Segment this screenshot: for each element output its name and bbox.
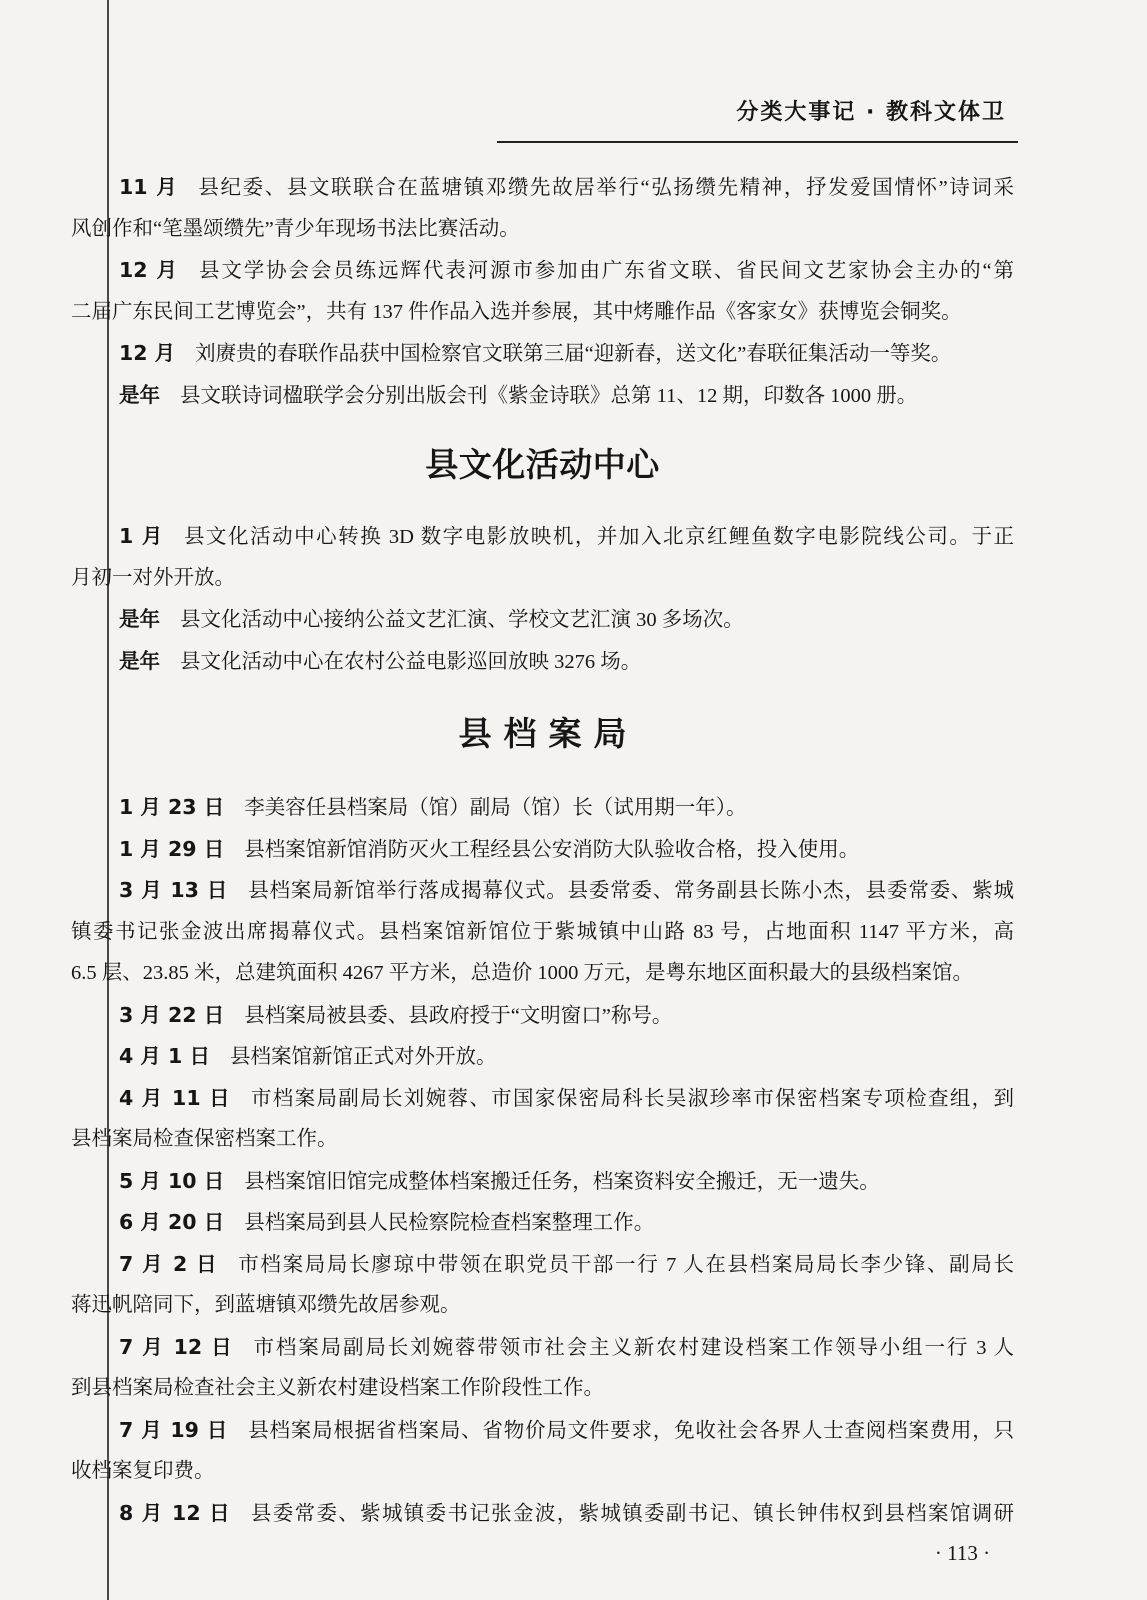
entry-date: 7 月 19 日 xyxy=(119,1417,229,1442)
entry-line xyxy=(71,1493,1014,1535)
section-heading xyxy=(71,416,1014,516)
entry-line: 6.5 层、23.85 米，总建筑面积 4267 平方米，总造价 1000 万元，是粤东地区面积最大的县级档案馆。 xyxy=(71,962,973,984)
entry-line xyxy=(71,1202,1014,1244)
chronicle-entry xyxy=(71,1327,1014,1410)
entry-line: 二届广东民间工艺博览会”，共有 137 件作品入选并参展，其中烤雕作品《客家女》获博览会铜奖。 xyxy=(71,300,962,323)
chronicle-entry xyxy=(71,829,1014,871)
entry-line xyxy=(71,870,1014,912)
entry-date: 7 月 2 日 xyxy=(119,1251,219,1276)
chronicle-entry xyxy=(71,1493,1014,1535)
entry-text: 县委常委、紫城镇委书记张金波，紫城镇委副书记、镇长钟伟权到县档案馆调研 xyxy=(250,1502,1015,1525)
entry-line xyxy=(71,167,1014,209)
chronicle-entry xyxy=(71,1202,1014,1244)
chronicle-entry xyxy=(71,995,1014,1037)
chronicle-entry xyxy=(71,641,1014,683)
entry-line: 收档案复印费。 xyxy=(71,1460,215,1482)
entry-text: 市档案局副局长刘婉蓉带领市社会主义新农村建设档案工作领导小组一行 3 人 xyxy=(253,1336,1015,1359)
section-heading xyxy=(71,682,1014,787)
header-rule xyxy=(497,141,1018,143)
chronicle-entry xyxy=(71,375,1014,417)
entry-date: 1 月 xyxy=(119,524,164,548)
entry-text: 县档案局根据省档案局、省物价局文件要求，免收社会各界人士查阅档案费用，只 xyxy=(248,1419,1015,1442)
page-number: · 113 · xyxy=(934,1541,991,1565)
section-culture-center xyxy=(71,416,1014,682)
section-archives-bureau xyxy=(71,682,1014,1534)
section-heading-text: 县文化活动中心 xyxy=(425,444,660,484)
section-continued xyxy=(71,167,1014,416)
chronicle-entry xyxy=(71,1244,1014,1327)
entry-text: 县档案局被县委、县政府授于“文明窗口”称号。 xyxy=(244,1004,673,1027)
entry-text: 县文学协会会员练远辉代表河源市参加由广东省文联、省民间文艺家协会主办的“第 xyxy=(198,260,1014,282)
entry-text: 县档案局到县人民检察院检查档案整理工作。 xyxy=(244,1212,655,1234)
entry-text: 县档案馆新馆正式对外开放。 xyxy=(229,1046,497,1068)
page-body xyxy=(71,167,1014,1534)
entry-date: 3 月 13 日 xyxy=(119,878,229,902)
entry-date: 4 月 11 日 xyxy=(119,1085,231,1110)
entry-line: 到县档案局检查社会主义新农村建设档案工作阶段性工作。 xyxy=(71,1377,604,1399)
entry-text: 刘赓贵的春联作品获中国检察官文联第三届“迎新春，送文化”春联征集活动一等奖。 xyxy=(195,343,952,365)
entry-line xyxy=(71,1327,1014,1369)
entry-line: 镇委书记张金波出席揭幕仪式。县档案馆新馆位于紫城镇中山路 83 号，占地面积 1147 平方米，高 xyxy=(71,920,1014,943)
entry-text: 县档案馆旧馆完成整体档案搬迁任务，档案资料安全搬迁，无一遗失。 xyxy=(244,1170,880,1193)
entry-line xyxy=(71,641,1014,683)
entry-line xyxy=(71,516,1014,558)
entry-line xyxy=(71,1036,1014,1078)
entry-text: 县文联诗词楹联学会分别出版会刊《紫金诗联》总第 11、12 期，印数各 1000 册。 xyxy=(180,384,918,407)
entry-line: 月初一对外开放。 xyxy=(71,566,235,589)
running-header: 分类大事记 · 教科文体卫 xyxy=(736,100,1006,125)
entry-date: 4 月 1 日 xyxy=(119,1044,210,1068)
chronicle-entry xyxy=(71,787,1014,829)
entry-line xyxy=(71,375,1014,417)
entry-line xyxy=(71,1078,1014,1120)
entry-text: 县档案馆新馆消防灭火工程经县公安消防大队验收合格，投入使用。 xyxy=(244,838,860,861)
chronicle-entry xyxy=(71,599,1014,641)
chronicle-entry xyxy=(71,167,1014,250)
entry-date: 1 月 23 日 xyxy=(119,795,225,819)
entry-text: 县文化活动中心在农村公益电影巡回放映 3276 场。 xyxy=(180,650,642,673)
entry-line xyxy=(71,787,1014,829)
chronicle-entry xyxy=(71,1410,1014,1493)
entry-date: 1 月 29 日 xyxy=(119,836,225,861)
entry-line: 蒋迅帆陪同下，到蓝塘镇邓缵先故居参观。 xyxy=(71,1294,461,1316)
entry-text: 李美容任县档案局（馆）副局（馆）长（试用期一年）。 xyxy=(244,797,747,819)
entry-line xyxy=(71,599,1014,641)
entry-line xyxy=(71,1161,1014,1203)
entry-date: 11 月 xyxy=(119,175,179,199)
entry-date: 是年 xyxy=(119,648,160,673)
chronicle-entry xyxy=(71,333,1014,375)
entry-date: 12 月 xyxy=(119,258,179,282)
entry-date: 是年 xyxy=(119,607,160,631)
entry-date: 5 月 10 日 xyxy=(119,1168,225,1193)
entry-line: 县档案局检查保密档案工作。 xyxy=(71,1128,338,1150)
entry-line: 风创作和“笔墨颂缵先”青少年现场书法比赛活动。 xyxy=(71,217,520,240)
entry-date: 12 月 xyxy=(119,341,176,365)
chronicle-entry xyxy=(71,516,1014,599)
entry-line xyxy=(71,1410,1014,1452)
entry-line xyxy=(71,995,1014,1037)
entry-text: 县档案局新馆举行落成揭幕仪式。县委常委、常务副县长陈小杰，县委常委、紫城 xyxy=(248,880,1015,902)
entry-text: 县纪委、县文联联合在蓝塘镇邓缵先故居举行“弘扬缵先精神，抒发爱国情怀”诗词采 xyxy=(198,177,1014,199)
entry-date: 是年 xyxy=(119,382,160,407)
section-heading-text: 县档案局 xyxy=(458,713,639,753)
entry-date: 3 月 22 日 xyxy=(119,1002,225,1027)
entry-line xyxy=(71,250,1014,292)
entry-date: 6 月 20 日 xyxy=(119,1210,225,1234)
entry-line xyxy=(71,333,1014,375)
entry-text: 市档案局局长廖琼中带领在职党员干部一行 7 人在县档案局局长李少锋、副局长 xyxy=(238,1253,1014,1276)
entry-text: 市档案局副局长刘婉蓉、市国家保密局科长吴淑珍率市保密档案专项检查组，到 xyxy=(250,1087,1015,1110)
chronicle-entry xyxy=(71,1036,1014,1078)
chronicle-entry xyxy=(71,1161,1014,1203)
entry-line xyxy=(71,829,1014,871)
entry-line xyxy=(71,1244,1014,1286)
entry-date: 7 月 12 日 xyxy=(119,1334,234,1359)
entry-text: 县文化活动中心转换 3D 数字电影放映机，并加入北京红鲤鱼数字电影院线公司。于正 xyxy=(183,526,1014,548)
entry-date: 8 月 12 日 xyxy=(119,1500,231,1525)
chronicle-entry xyxy=(71,250,1014,333)
chronicle-entry xyxy=(71,870,1014,995)
chronicle-entry xyxy=(71,1078,1014,1161)
entry-text: 县文化活动中心接纳公益文艺汇演、学校文艺汇演 30 多场次。 xyxy=(180,609,744,631)
